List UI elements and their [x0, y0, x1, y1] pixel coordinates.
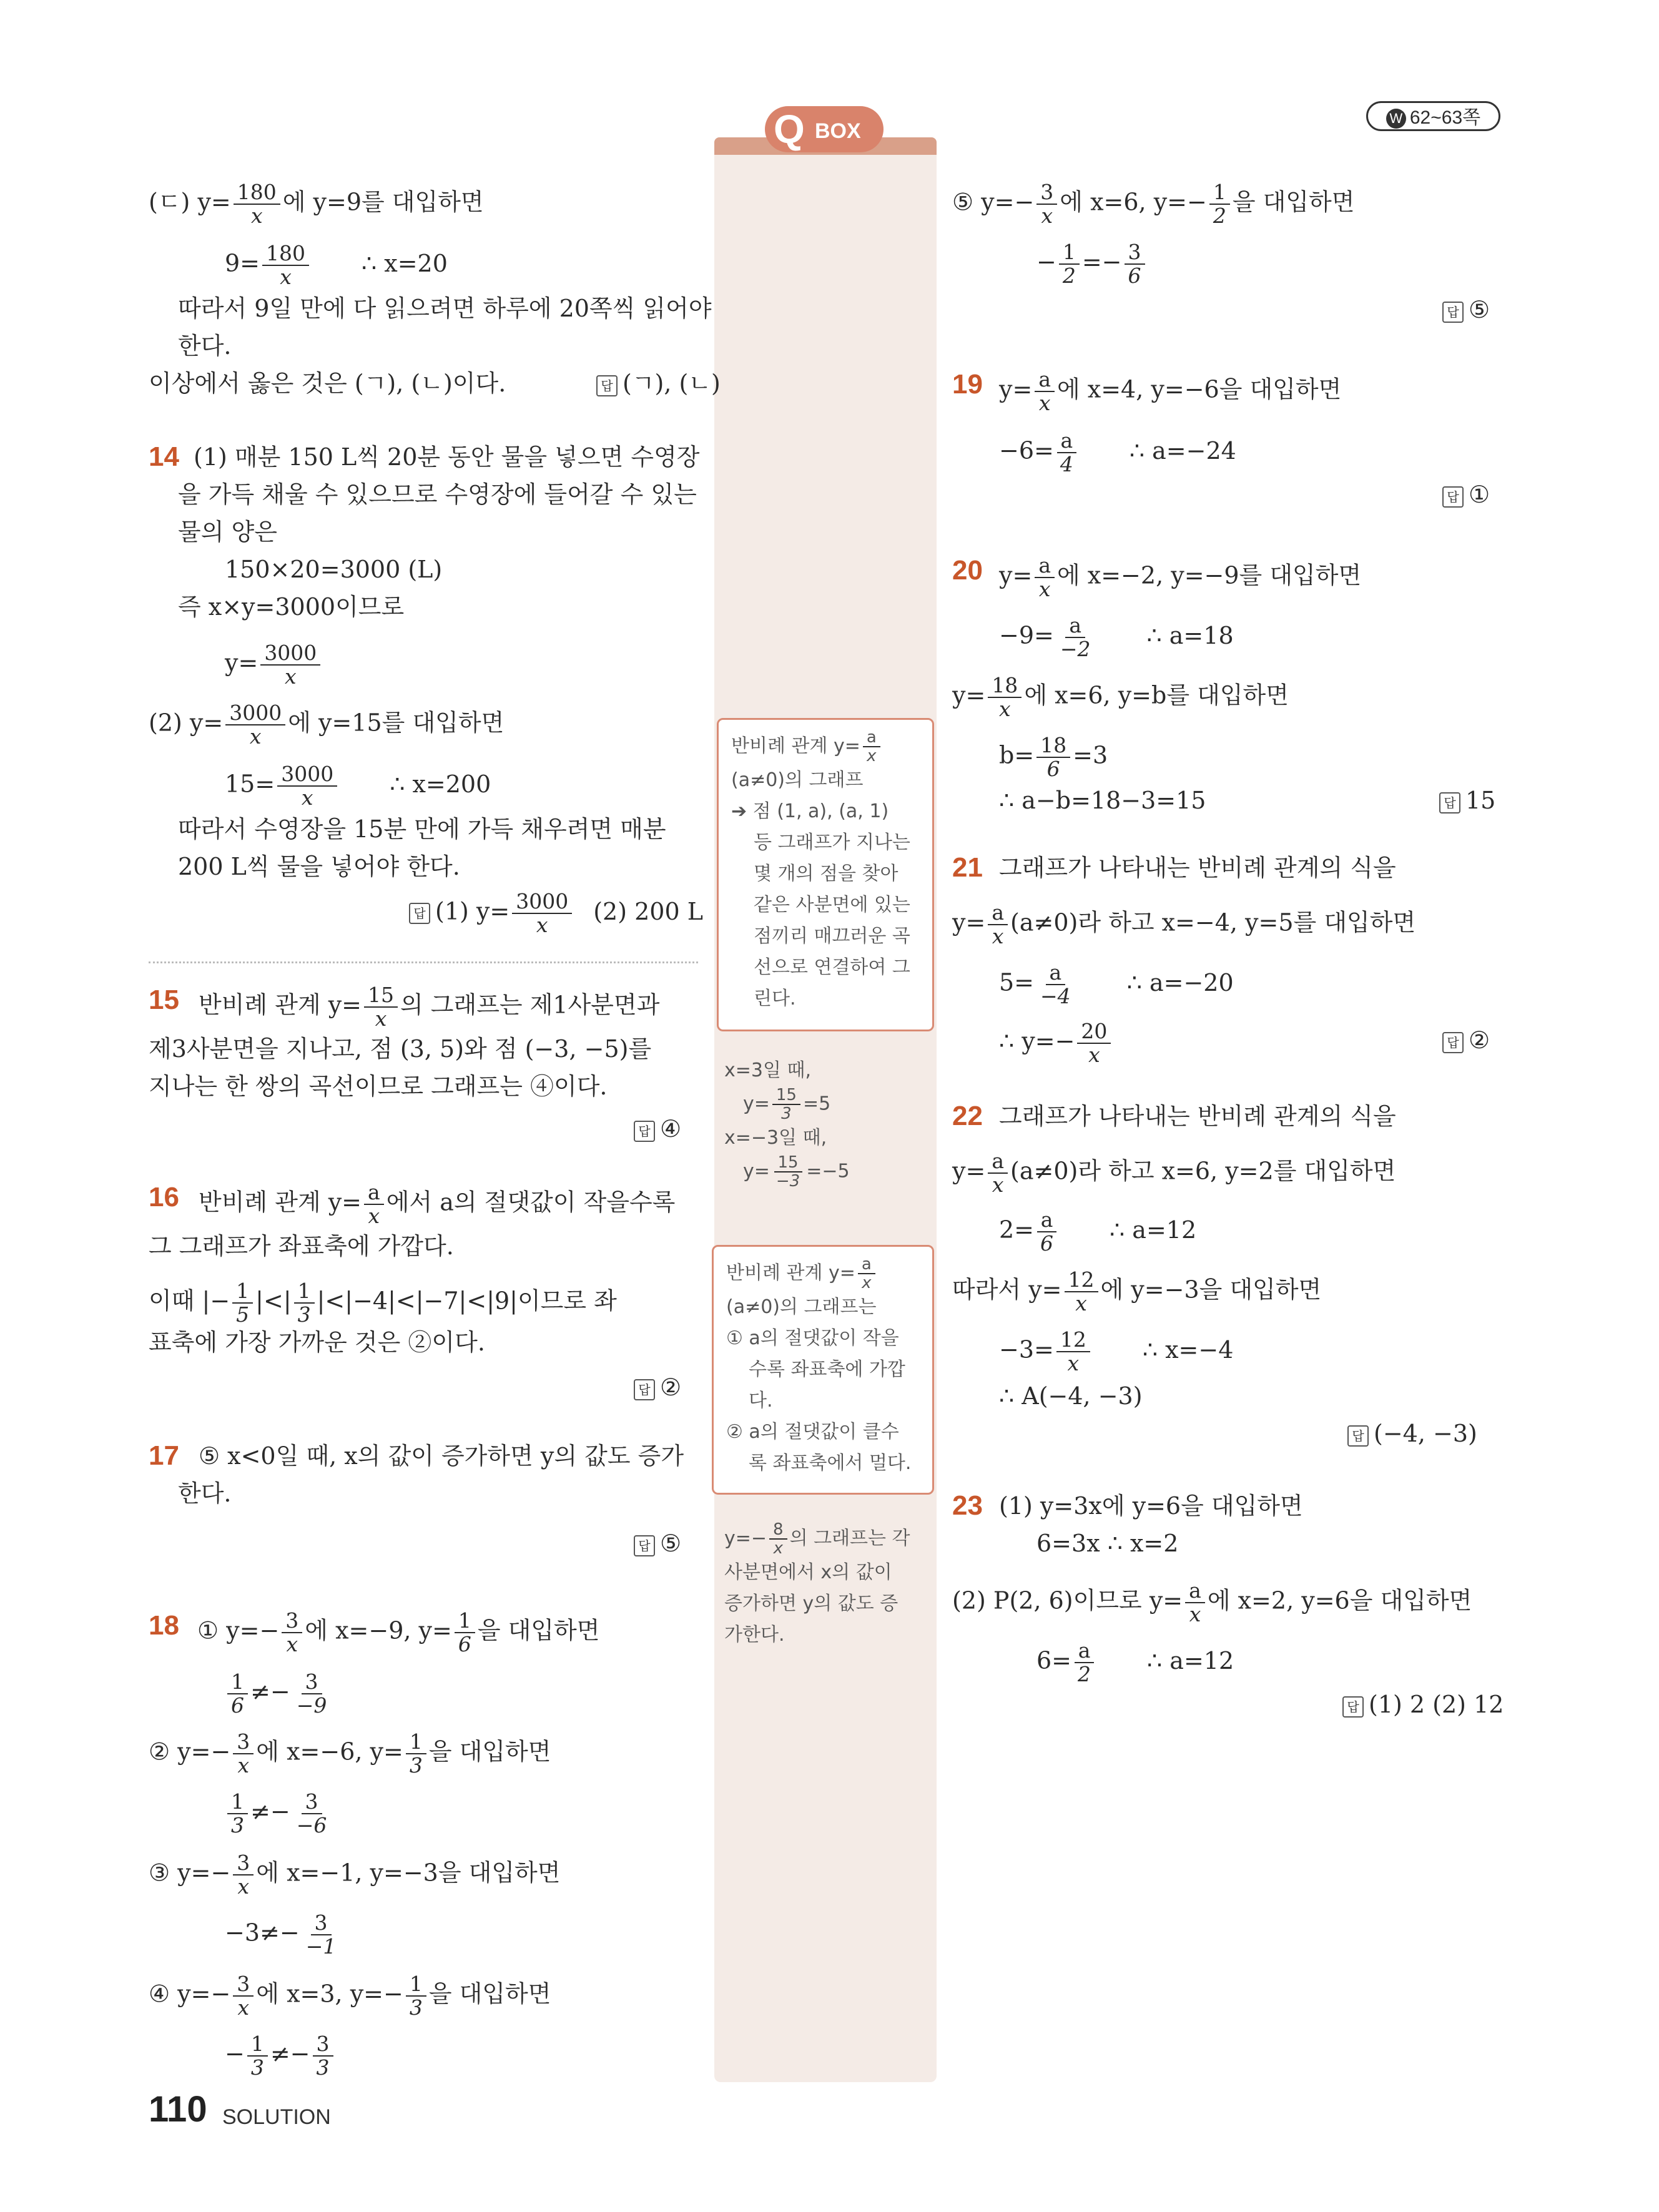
- fraction: $\frac{3}{x}$: [233, 1852, 254, 1898]
- qbox-label: BOX: [815, 119, 861, 143]
- p21-answer: 답 ②: [1442, 1024, 1490, 1056]
- fraction: $\frac{a}{4}$: [1056, 430, 1077, 476]
- fraction: $\frac{1}{3}$: [227, 1791, 248, 1837]
- p23-line2: 6=3x ∴ x=2: [1036, 1530, 1179, 1557]
- p14-line7: (2) y= $\frac{3000}{x}$ 에 y=15를 대입하면: [149, 700, 505, 749]
- p15-line2: 제3사분면을 지나고, 점 (3, 5)와 점 (−3, −5)를: [149, 1035, 652, 1063]
- p21-line3: 5= $\frac{a}{-4}$ ∴ a=−20: [999, 960, 1234, 1008]
- problem-number-15: 15: [149, 985, 179, 1015]
- p18-item5: ⑤ y=− $\frac{3}{x}$ 에 x=6, y=− $\frac{1}{2}$ 을 대입하면: [952, 180, 1355, 228]
- p13-line5: 이상에서 옳은 것은 (ㄱ), (ㄴ)이다.: [149, 370, 506, 397]
- page-number: 110: [149, 2089, 207, 2130]
- fraction: $\frac{3000}{x}$: [277, 763, 337, 809]
- answer-mark-icon: 답: [1442, 1032, 1464, 1053]
- p22-line5: −3= $\frac{12}{x}$ ∴ x=−4: [999, 1327, 1234, 1375]
- p15-line3: 지나는 한 쌍의 곡선이므로 그래프는 ④이다.: [149, 1073, 608, 1100]
- p19-line2: −6= $\frac{a}{4}$ ∴ a=−24: [999, 428, 1236, 476]
- p14-line5: 즉 x×y=3000이므로: [178, 593, 405, 621]
- p17-line1: ⑤ x<0일 때, x의 값이 증가하면 y의 값도 증가: [199, 1442, 684, 1470]
- fraction: $\frac{15}{-3}$: [772, 1154, 804, 1190]
- p16-line4: 표축에 가장 가까운 것은 ②이다.: [149, 1329, 485, 1356]
- fraction: $\frac{180}{x}$: [234, 181, 280, 227]
- p18-item2: ② y=− $\frac{3}{x}$ 에 x=−6, y= $\frac{1}{3}$ 을 대입하면: [149, 1729, 551, 1777]
- fraction: $\frac{a}{-2}$: [1060, 613, 1091, 661]
- p15-answer: 답 ④: [634, 1113, 681, 1145]
- fraction: $\frac{1}{2}$: [1059, 241, 1080, 287]
- p20-line3: y= $\frac{18}{x}$ 에 x=6, y=b를 대입하면: [952, 673, 1289, 721]
- p13-line3: 따라서 9일 만에 다 읽으려면 하루에 20쪽씩 읽어야: [178, 295, 712, 322]
- p19-line1: y= $\frac{a}{x}$ 에 x=4, y=−6을 대입하면: [999, 367, 1342, 415]
- fraction: $\frac{1}{5}$: [232, 1280, 253, 1326]
- p23-answer: 답 (1) 2 (2) 12: [1342, 1688, 1504, 1721]
- fraction: $\frac{15}{3}$: [772, 1086, 800, 1123]
- p22-line4: 따라서 y= $\frac{12}{x}$ 에 y=−3을 대입하면: [952, 1267, 1322, 1315]
- p19-answer: 답 ①: [1442, 478, 1490, 511]
- fraction: $\frac{12}{x}$: [1056, 1329, 1090, 1375]
- fraction: $\frac{3}{-1}$: [305, 1910, 337, 1959]
- problem-number-22: 22: [952, 1101, 983, 1131]
- p21-line1: 그래프가 나타내는 반비례 관계의 식을: [999, 854, 1396, 882]
- p14-line2: 을 가득 채울 수 있으므로 수영장에 들어갈 수 있는: [178, 481, 697, 508]
- p15-line1: 반비례 관계 y= $\frac{15}{x}$ 의 그래프는 제1사분면과: [199, 983, 660, 1031]
- p22-answer: 답 (−4, −3): [1347, 1417, 1477, 1450]
- answer-mark-icon: 답: [1442, 302, 1464, 323]
- answer-mark-icon: 답: [596, 375, 618, 396]
- answer-mark-icon: 답: [1342, 1696, 1364, 1718]
- p23-line1: (1) y=3x에 y=6을 대입하면: [999, 1492, 1303, 1520]
- answer-mark-icon: 답: [634, 1379, 655, 1400]
- fraction: $\frac{180}{x}$: [262, 242, 309, 288]
- fraction: $\frac{8}{x}$: [769, 1521, 787, 1557]
- p20-line2: −9= $\frac{a}{-2}$ ∴ a=18: [999, 613, 1234, 661]
- p21-line2: y= $\frac{a}{x}$ (a≠0)라 하고 x=−4, y=5를 대입하면: [952, 900, 1416, 948]
- workbook-icon: W: [1386, 109, 1406, 129]
- p17-line2: 한다.: [178, 1480, 232, 1507]
- p14-line3: 물의 양은: [178, 518, 277, 546]
- p13-line4: 한다.: [178, 332, 232, 360]
- qbox-note-absolute-value: 반비례 관계 y= $\frac{a}{x}$ (a≠0)의 그래프는 ① a의 절댓값이 작을 수록 좌표축에 가깝 다. ② a의 절댓값이 클수 록 좌표축에서 멀다.: [712, 1245, 934, 1495]
- fraction: $\frac{3000}{x}$: [225, 702, 285, 748]
- qbox-note-increasing: y=− $\frac{8}{x}$ 의 그래프는 각 사분면에서 x의 값이 증가하면 y의 값도 증 가한다.: [724, 1520, 910, 1646]
- p18-item1-calc: $\frac{1}{6}$ ≠− $\frac{3}{-9}$: [225, 1671, 333, 1717]
- p17-answer: 답 ⑤: [634, 1527, 681, 1560]
- fraction: $\frac{12}{x}$: [1065, 1269, 1098, 1315]
- p14-line6: y= $\frac{3000}{x}$: [225, 642, 323, 688]
- p21-line4: ∴ y=− $\frac{20}{x}$: [999, 1020, 1113, 1066]
- fraction: $\frac{a}{x}$: [988, 1150, 1008, 1196]
- fraction: $\frac{3}{x}$: [282, 1610, 302, 1656]
- p18-item3-calc: −3≠− $\frac{3}{-1}$: [225, 1912, 342, 1958]
- p14-answer: 답 (1) y= $\frac{3000}{x}$ (2) 200 L: [409, 890, 703, 936]
- p18-item5-calc: − $\frac{1}{2}$ =− $\frac{3}{6}$: [1036, 241, 1148, 287]
- p14-line4: 150×20=3000 (L): [225, 556, 443, 583]
- p18-item1: ① y=− $\frac{3}{x}$ 에 x=−9, y= $\frac{1}{6}$ 을 대입하면: [197, 1608, 600, 1656]
- fraction: $\frac{1}{3}$: [294, 1280, 315, 1326]
- problem-number-23: 23: [952, 1490, 983, 1521]
- p22-line1: 그래프가 나타내는 반비례 관계의 식을: [999, 1103, 1396, 1130]
- p14-line8: 15= $\frac{3000}{x}$ ∴ x=200: [225, 762, 491, 810]
- fraction: $\frac{a}{x}$: [858, 1256, 875, 1292]
- fraction: $\frac{3}{3}$: [313, 2033, 333, 2079]
- page-reference: 62~63쪽: [1409, 107, 1481, 128]
- fraction: $\frac{a}{2}$: [1074, 1639, 1095, 1686]
- fraction: $\frac{a}{x}$: [863, 729, 880, 765]
- fraction: $\frac{15}{x}$: [364, 984, 398, 1030]
- fraction: $\frac{1}{6}$: [227, 1671, 248, 1717]
- fraction: $\frac{a}{x}$: [1035, 368, 1055, 415]
- fraction: $\frac{1}{3}$: [406, 1731, 426, 1777]
- fraction: $\frac{1}{6}$: [455, 1610, 475, 1656]
- p22-line3: 2= $\frac{a}{6}$ ∴ a=12: [999, 1207, 1197, 1256]
- qbox-note-graph-drawing: 반비례 관계 y= $\frac{a}{x}$ (a≠0)의 그래프 ➔ 점 (1, a), (a, 1) 등 그래프가 지나는 몇 개의 점을 찾아 같은 사분면에 있는 점끼리 매끄러운 곡 선으로 연결하여 그 린다.: [717, 718, 934, 1031]
- fraction: $\frac{3}{x}$: [1036, 181, 1057, 227]
- page-reference-badge: [1366, 101, 1500, 131]
- p18-answer: 답 ⑤: [1442, 293, 1490, 326]
- p14-line9: 따라서 수영장을 15분 만에 가득 채우려면 매분: [178, 815, 666, 843]
- fraction: $\frac{3000}{x}$: [512, 890, 572, 936]
- answer-mark-icon: 답: [1347, 1425, 1369, 1447]
- section-divider: [149, 961, 698, 963]
- problem-number-20: 20: [952, 555, 983, 586]
- answer-mark-icon: 답: [634, 1535, 655, 1556]
- fraction: $\frac{3}{-9}$: [296, 1669, 327, 1718]
- problem-number-18: 18: [149, 1610, 179, 1641]
- fraction: $\frac{3}{x}$: [233, 1973, 254, 2019]
- fraction: $\frac{3}{-6}$: [296, 1789, 327, 1837]
- p22-line6: ∴ A(−4, −3): [999, 1382, 1143, 1410]
- problem-number-17: 17: [149, 1440, 179, 1471]
- p20-line4: b= $\frac{18}{6}$ =3: [999, 733, 1108, 781]
- p20-line5: ∴ a−b=18−3=15: [999, 787, 1206, 814]
- qbox-badge: [765, 106, 884, 152]
- qbox-note-point-check: x=3일 때, y= $\frac{15}{3}$ =5 x=−3일 때, y= $\frac{15}{-3}$ =−5: [724, 1059, 850, 1191]
- p18-item4-calc: − $\frac{1}{3}$ ≠− $\frac{3}{3}$: [225, 2033, 336, 2079]
- fraction: $\frac{1}{3}$: [406, 1973, 426, 2019]
- p23-line4: 6= $\frac{a}{2}$ ∴ a=12: [1036, 1638, 1234, 1686]
- fraction: $\frac{a}{-4}$: [1040, 960, 1071, 1008]
- p16-answer: 답 ②: [634, 1371, 681, 1403]
- p20-answer: 답 15: [1439, 784, 1495, 817]
- fraction: $\frac{a}{x}$: [1035, 554, 1055, 601]
- answer-mark-icon: 답: [634, 1121, 655, 1142]
- qbox-q-letter: Q: [774, 107, 805, 152]
- p16-line1: 반비례 관계 y= $\frac{a}{x}$ 에서 a의 절댓값이 작을수록: [199, 1180, 676, 1228]
- problem-number-16: 16: [149, 1182, 179, 1212]
- answer-mark-icon: 답: [1442, 486, 1464, 508]
- fraction: $\frac{18}{6}$: [1036, 734, 1070, 780]
- fraction: $\frac{20}{x}$: [1077, 1020, 1111, 1066]
- fraction: $\frac{1}{3}$: [247, 2033, 268, 2079]
- fraction: $\frac{1}{2}$: [1209, 181, 1230, 227]
- answer-mark-icon: 답: [1439, 792, 1460, 814]
- problem-number-21: 21: [952, 852, 983, 883]
- p14-line1: (1) 매분 150 L씩 20분 동안 물을 넣으면 수영장: [194, 443, 700, 471]
- p23-line3: (2) P(2, 6)이므로 y= $\frac{a}{x}$ 에 x=2, y=6을 대입하면: [952, 1578, 1472, 1626]
- answer-mark-icon: 답: [409, 903, 430, 924]
- fraction: $\frac{3}{x}$: [233, 1731, 254, 1777]
- p13-answer: 답 (ㄱ), (ㄴ): [596, 367, 721, 400]
- fraction: $\frac{a}{x}$: [1185, 1580, 1205, 1626]
- fraction: $\frac{3}{6}$: [1125, 241, 1145, 287]
- p18-item2-calc: $\frac{1}{3}$ ≠− $\frac{3}{-6}$: [225, 1791, 333, 1837]
- fraction: $\frac{3000}{x}$: [260, 642, 320, 688]
- fraction: $\frac{a}{x}$: [988, 902, 1008, 948]
- p16-line3: 이때 |− $\frac{1}{5}$ |<| $\frac{1}{3}$ |<|−4|<|−7|<|9|이므로 좌: [149, 1279, 617, 1327]
- p20-line1: y= $\frac{a}{x}$ 에 x=−2, y=−9를 대입하면: [999, 553, 1362, 601]
- p13-line1: (ㄷ) y= $\frac{180}{x}$ 에 y=9를 대입하면: [149, 180, 484, 228]
- problem-number-19: 19: [952, 369, 983, 400]
- problem-number-14: 14: [149, 441, 179, 472]
- fraction: $\frac{18}{x}$: [988, 674, 1021, 720]
- p18-item3: ③ y=− $\frac{3}{x}$ 에 x=−1, y=−3을 대입하면: [149, 1851, 561, 1899]
- fraction: $\frac{a}{x}$: [364, 1181, 384, 1227]
- p16-line2: 그 그래프가 좌표축에 가깝다.: [149, 1232, 454, 1260]
- fraction: $\frac{a}{6}$: [1036, 1209, 1057, 1255]
- p14-line10: 200 L씩 물을 넣어야 한다.: [178, 853, 460, 880]
- footer-label: SOLUTION: [222, 2105, 331, 2129]
- p22-line2: y= $\frac{a}{x}$ (a≠0)라 하고 x=6, y=2를 대입하면: [952, 1149, 1396, 1197]
- p13-line2: 9= $\frac{180}{x}$ ∴ x=20: [225, 241, 448, 289]
- p18-item4: ④ y=− $\frac{3}{x}$ 에 x=3, y=− $\frac{1}{3}$ 을 대입하면: [149, 1972, 551, 2020]
